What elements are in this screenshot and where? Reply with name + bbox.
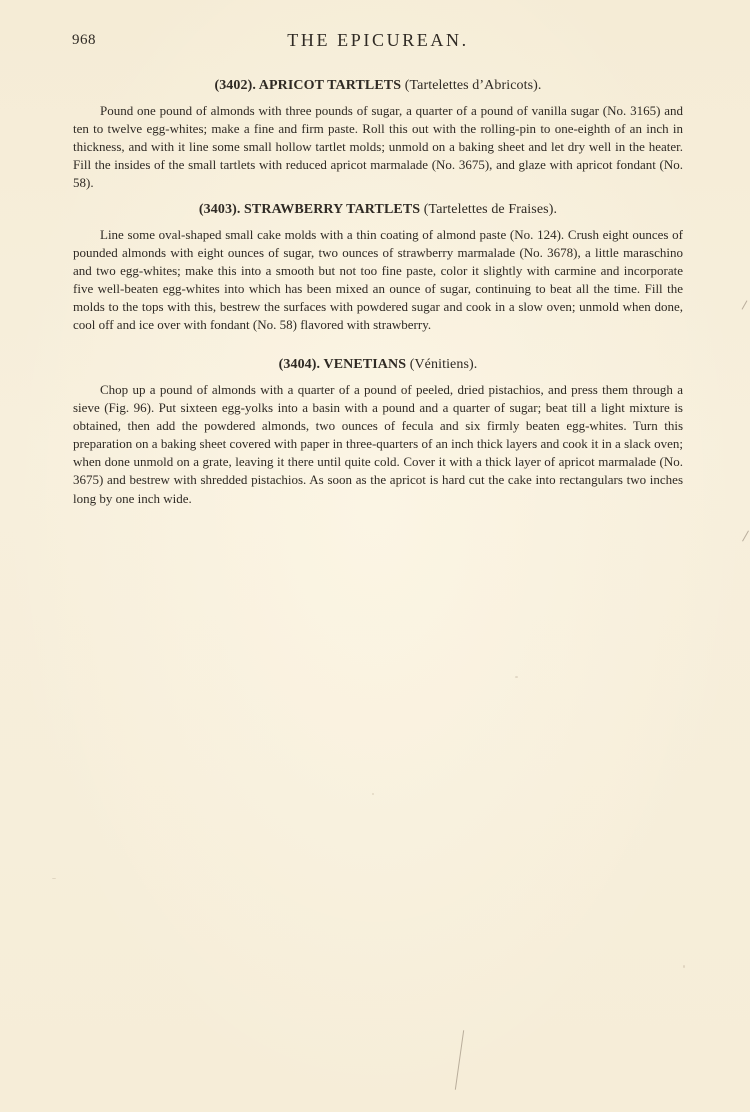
recipe-heading <box>73 201 683 219</box>
recipe-venetians <box>73 356 683 508</box>
paper-crease-mark <box>455 1030 464 1090</box>
paper-speck <box>372 793 374 795</box>
book-title: THE EPICUREAN. <box>287 30 469 50</box>
page-number: 968 <box>72 32 96 48</box>
recipe-body: Line some oval-shaped small cake molds with a thin coating of almond paste (No. 124). Crush eight ounces of pounded almonds with eight ounces of sugar, two ounces of strawberry marmalade (No. 3678), a little maraschino and two egg-whites; make this into a smooth but not too fine paste, color it slightly with carmine and incorporate five well-beaten egg-whites into which has been mixed an ounce of sugar, continuing to beat all the time. Fill the molds to the tops with this, bestrew the surfaces with powdered sugar and cook in a slow oven; unmold when done, cool off and ice over with fondant (No. 58) flavored with strawberry. <box>73 227 683 333</box>
paper-edge-mark <box>742 531 749 542</box>
recipe-name: STRAWBERRY TARTLETS <box>244 202 421 217</box>
recipe-apricot-tartlets <box>73 77 683 192</box>
recipe-number: (3403). <box>198 202 241 217</box>
recipe-body: Pound one pound of almonds with three pounds of sugar, a quarter of a pound of vanilla sugar (No. 3165) and ten to twelve egg-whites; make a fine and firm paste. Roll this out with the rolling-pin to one-eighth of an inch in thickness, and with it line some small hollow tartlet molds; unmold on a baking sheet and let dry well in the heater. Fill the insides of the small tartlets with reduced apricot marmalade (No. 3675), and glaze with apricot fondant (No. 58). <box>73 103 683 191</box>
recipe-number: (3402). <box>214 78 256 93</box>
recipe-heading <box>73 356 683 374</box>
recipe-name: VENETIANS <box>323 357 407 372</box>
running-head <box>72 30 684 54</box>
recipe-name: APRICOT TARTLETS <box>258 78 402 93</box>
recipe-heading <box>73 77 683 95</box>
recipe-french-name: (Tartelettes de Fraises). <box>423 202 558 217</box>
recipe-body: Chop up a pound of almonds with a quarter of a pound of peeled, dried pistachios, and press them through a sieve (Fig. 96). Put sixteen egg-yolks into a basin with a pound and a quarter of sugar; beat till a light mixture is obtained, then add the powdered almonds, two ounces of fecula and six firmly beaten egg-whites. Turn this preparation on a baking sheet covered with paper in three-quarters of an inch thick layers and cook it in a slack oven; when done unmold on a grate, leaving it there until quite cold. Cover it with a thick layer of apricot marmalade (No. 3675) and bestrew with shredded pistachios. As soon as the apricot is hard cut the cake into rectangulars two inches long by one inch wide. <box>73 382 683 506</box>
recipe-french-name: (Tartelettes d’Abricots). <box>404 78 542 93</box>
paper-speck <box>515 676 518 678</box>
recipe-strawberry-tartlets <box>73 201 683 335</box>
recipe-french-name: (Vénitiens). <box>409 357 478 372</box>
recipe-number: (3404). <box>278 357 321 372</box>
paper-speck <box>52 878 56 879</box>
paper-speck <box>683 965 685 968</box>
paper-edge-mark <box>742 300 748 309</box>
